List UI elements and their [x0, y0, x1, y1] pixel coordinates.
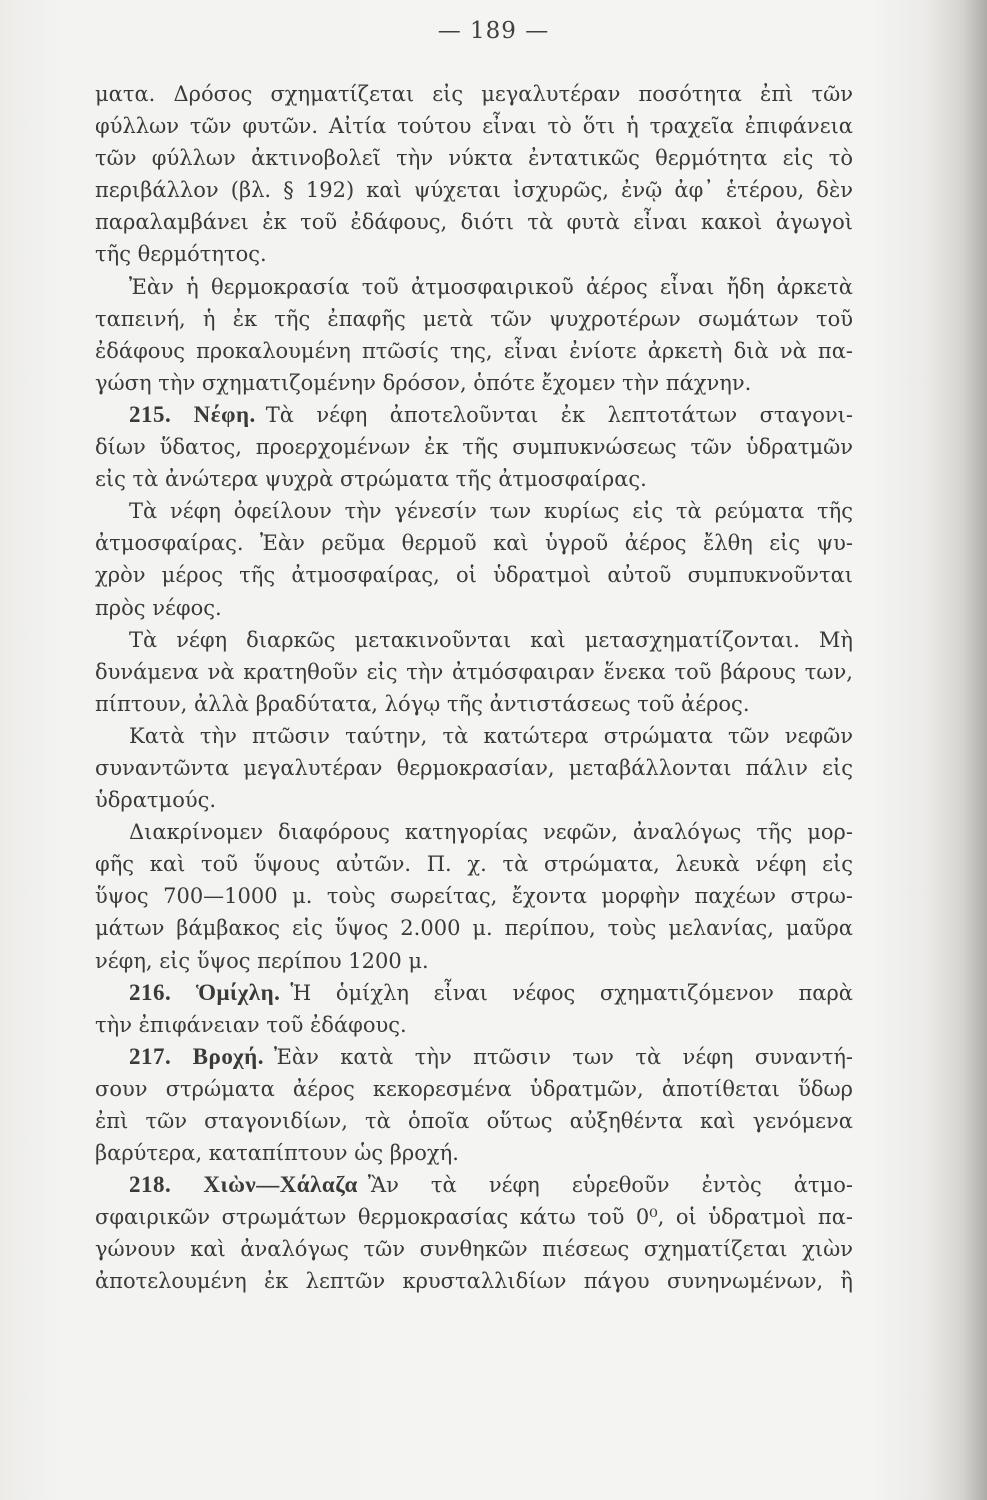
line-text: περιβάλλον (βλ. § 192) καὶ ψύχεται ἰσχυρῶς, ἐνῷ ἀφ᾽ ἑτέρου, δὲν	[95, 178, 853, 203]
text-line	[95, 78, 853, 110]
text-line	[95, 720, 853, 752]
text-line	[95, 816, 853, 848]
text-line	[95, 1009, 853, 1041]
line-text: πίπτουν, ἀλλὰ βραδύτατα, λόγῳ τῆς ἀντιστάσεως τοῦ ἀέρος.	[95, 691, 750, 716]
line-text: Διακρίνομεν διαφόρους κατηγορίας νεφῶν, ἀναλόγως τῆς μορ-	[129, 820, 853, 845]
line-text: βαρύτερα, καταπίπτουν ὡς βροχή.	[95, 1141, 459, 1166]
text-line	[95, 335, 853, 367]
line-text: Κατὰ τὴν πτῶσιν ταύτην, τὰ κατώτερα στρώματα τῶν νεφῶν	[129, 723, 853, 748]
line-text: γώνουν καὶ ἀναλόγως τῶν συνθηκῶν πιέσεως σχηματίζεται χιὼν	[95, 1237, 853, 1262]
section-number: 218.	[129, 1172, 172, 1198]
section-heading-line	[95, 1041, 853, 1073]
line-text: σφαιρικῶν στρωμάτων θερμοκρασίας κάτω τοῦ 0⁰, οἱ ὑδρατμοὶ πα-	[95, 1205, 853, 1230]
line-text: εἰς τὰ ἀνώτερα ψυχρὰ στρώματα τῆς ἀτμοσφαίρας.	[95, 467, 647, 492]
line-text: συναντῶντα μεγαλυτέραν θερμοκρασίαν, μεταβάλλονται πάλιν εἰς	[95, 755, 853, 780]
line-text: νέφη, εἰς ὕψος περίπου 1200 μ.	[95, 948, 429, 973]
line-text: Ἐὰν ἡ θερμοκρασία τοῦ ἀτμοσφαιρικοῦ ἀέρος εἶναι ἤδη ἀρκετὰ	[129, 274, 853, 299]
line-text: παραλαμβάνει ἐκ τοῦ ἐδάφους, διότι τὰ φυτὰ εἶναι κακοὶ ἀγωγοὶ	[95, 210, 853, 235]
section-number: 217.	[129, 1043, 172, 1069]
text-line	[95, 1201, 853, 1233]
section-heading-line	[95, 399, 853, 431]
text-line	[95, 206, 853, 238]
section-heading-line	[95, 977, 853, 1009]
line-text: τῶν φύλλων ἀκτινοβολεῖ τὴν νύκτα ἐντατικῶς θερμότητα εἰς τὸ	[95, 146, 853, 171]
text-line	[95, 1233, 853, 1265]
text-line	[95, 688, 853, 720]
text-line	[95, 752, 853, 784]
line-text: δίων ὕδατος, προερχομένων ἐκ τῆς συμπυκνώσεως τῶν ὑδρατμῶν	[95, 435, 853, 460]
line-text: ταπεινή, ἡ ἐκ τῆς ἐπαφῆς μετὰ τῶν ψυχροτέρων σωμάτων τοῦ	[95, 306, 853, 331]
text-line	[95, 912, 853, 944]
line-text: τῆς θερμότητος.	[95, 242, 267, 267]
text-line	[95, 463, 853, 495]
text-line	[95, 1137, 853, 1169]
line-text: τὴν ἐπιφάνειαν τοῦ ἐδάφους.	[95, 1012, 407, 1037]
line-text: Τὰ νέφη ἀποτελοῦνται ἐκ λεπτοτάτων σταγονι-	[265, 402, 853, 427]
line-text: Τὰ νέφη ὀφείλουν τὴν γένεσίν των κυρίως εἰς τὰ ρεύματα τῆς	[129, 499, 853, 524]
section-title: Ὁμίχλη.	[195, 979, 281, 1005]
section-number: 215.	[129, 401, 172, 427]
text-line	[95, 1265, 853, 1297]
text-line	[95, 495, 853, 527]
body-text	[95, 78, 853, 1298]
text-line	[95, 1105, 853, 1137]
text-line	[95, 624, 853, 656]
text-line	[95, 945, 853, 977]
line-text: ἀτμοσφαίρας. Ἐὰν ρεῦμα θερμοῦ καὶ ὑγροῦ ἀέρος ἔλθη εἰς ψυ-	[95, 531, 853, 556]
line-text: χρὸν μέρος τῆς ἀτμοσφαίρας, οἱ ὑδρατμοὶ αὐτοῦ συμπυκνοῦνται	[95, 563, 853, 588]
line-text: φύλλων τῶν φυτῶν. Αἰτία τούτου εἶναι τὸ ὅτι ἡ τραχεῖα ἐπιφάνεια	[95, 114, 853, 139]
section-heading-line	[95, 1169, 853, 1201]
text-line	[95, 142, 853, 174]
line-text: πρὸς νέφος.	[95, 595, 222, 620]
line-text: ἐδάφους προκαλουμένη πτῶσίς της, εἶναι ἐνίοτε ἀρκετὴ διὰ νὰ πα-	[95, 338, 853, 363]
section-title: Βροχή.	[192, 1043, 264, 1069]
line-text: σουν στρώματα ἀέρος κεκορεσμένα ὑδρατμῶν, ἀποτίθεται ὕδωρ	[95, 1076, 853, 1101]
section-number: 216.	[129, 979, 172, 1005]
line-text: φῆς καὶ τοῦ ὕψους αὐτῶν. Π. χ. τὰ στρώματα, λευκὰ νέφη εἰς	[95, 852, 853, 877]
line-text: μάτων βάμβακος εἰς ὕψος 2.000 μ. περίπου, τοὺς μελανίας, μαῦρα	[95, 916, 853, 941]
line-text: Ἐὰν κατὰ τὴν πτῶσιν των τὰ νέφη συναντή-	[273, 1044, 853, 1069]
text-line	[95, 656, 853, 688]
text-line	[95, 110, 853, 142]
text-line	[95, 303, 853, 335]
line-text: ἀποτελουμένη ἐκ λεπτῶν κρυσταλλιδίων πάγου συνηνωμένων, ἢ	[95, 1269, 853, 1294]
line-text: ματα. Δρόσος σχηματίζεται εἰς μεγαλυτέραν ποσότητα ἐπὶ τῶν	[95, 82, 853, 106]
text-line	[95, 848, 853, 880]
line-text: Τὰ νέφη διαρκῶς μετακινοῦνται καὶ μετασχηματίζονται. Μὴ	[129, 627, 853, 652]
line-text: ἐπὶ τῶν σταγονιδίων, τὰ ὁποῖα οὕτως αὐξηθέντα καὶ γενόμενα	[95, 1109, 853, 1133]
text-line	[95, 431, 853, 463]
line-text: Ἡ ὁμίχλη εἶναι νέφος σχηματιζόμενον παρὰ	[290, 980, 853, 1005]
line-text: ὕψος 700—1000 μ. τοὺς σωρείτας, ἔχοντα μορφὴν παχέων στρω-	[95, 884, 853, 909]
line-text: Ἂν τὰ νέφη εὑρεθοῦν ἐντὸς ἀτμο-	[367, 1173, 853, 1198]
line-text: γώση τὴν σχηματιζομένην δρόσον, ὁπότε ἔχομεν τὴν πάχνην.	[95, 370, 752, 395]
section-title: Νέφη.	[193, 401, 256, 427]
text-line	[95, 784, 853, 816]
text-line	[95, 592, 853, 624]
text-line	[95, 527, 853, 559]
text-line	[95, 174, 853, 206]
page-number: — 189 —	[437, 18, 550, 44]
line-text: δυνάμενα νὰ κρατηθοῦν εἰς τὴν ἀτμόσφαιραν ἕνεκα τοῦ βάρους των,	[95, 659, 853, 684]
text-line	[95, 367, 853, 399]
text-line	[95, 880, 853, 912]
line-text: ὑδρατμούς.	[95, 788, 217, 813]
text-line	[95, 1073, 853, 1105]
text-line	[95, 271, 853, 303]
text-line	[95, 238, 853, 270]
section-title: Χιὼν—Χάλαζα	[203, 1172, 358, 1198]
page-edge-shadow	[927, 0, 987, 1500]
text-line	[95, 559, 853, 591]
